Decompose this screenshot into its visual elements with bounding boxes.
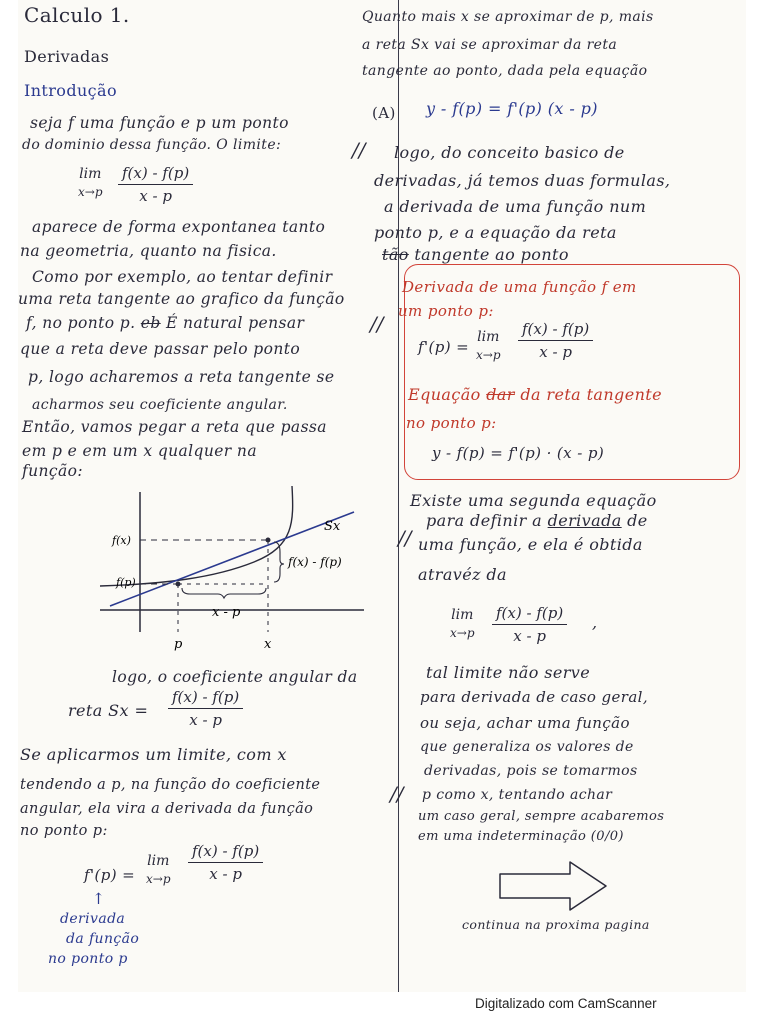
divider-mark: // [370,312,384,336]
struck-text: eb [140,314,161,332]
limit-fraction [118,164,193,205]
horizontal-brace [182,588,266,598]
right-arrow-icon [498,858,610,914]
paragraph-line: na geometria, quanto na fisica. [20,242,277,260]
notebook-page [18,0,746,992]
paragraph-line: a reta Sx vai se aproximar da reta [362,37,618,53]
paragraph-line: f, no ponto p. eb É natural pensar [26,314,305,332]
paragraph-line: derivadas, já temos duas formulas, [374,171,671,190]
secant-slope-label: reta Sx = [68,701,149,720]
box-derivative-fraction: $\frac{f(x) - f(p)}{x - p}$ [518,320,593,361]
intro-line: do dominio dessa função. O limite: [22,137,282,153]
paragraph-line: a derivada de uma função num [384,197,647,216]
paragraph-line: acharmos seu coeficiente angular. [32,397,288,413]
tangent-equation: y - f(p) = f'(p) (x - p) [426,99,598,118]
paragraph-line: tal limite não serve [426,663,591,682]
struck-text: tão [382,245,409,264]
subtitle: Derivadas [24,47,110,66]
paragraph-line: em uma indeterminação (0/0) [418,829,624,844]
paragraph-line: Então, vamos pegar a reta que passa [22,418,327,436]
limit-operator: lim x→p [476,329,501,362]
paragraph-line: angular, ela vira a derivada da função [20,801,314,817]
paragraph-line: tangente ao ponto, dada pela equação [362,63,648,79]
divider-mark: // [390,782,404,806]
box-line: Derivada de uma função f em [402,278,637,296]
box-line: no ponto p: [406,414,497,432]
paragraph-line: em p e em um x qualquer na [22,442,257,460]
underlined-word: derivada [547,511,622,530]
paragraph-line: tão tangente ao ponto [382,245,569,264]
paragraph-line: logo, do conceito basico de [394,143,625,162]
limit-operator: lim x→p [146,853,171,886]
fraction-denominator: x - p [139,187,172,205]
paragraph-line: que a reta deve passar pelo ponto [20,340,301,358]
comma: , [592,613,598,632]
paragraph-line: ponto p, e a equação da reta [374,223,617,242]
paragraph-line: p como x, tentando achar [422,787,613,803]
annotation-line: da função [66,931,140,947]
label-sx: Sx [324,519,341,534]
label-p: p [174,637,183,652]
annotation-line: no ponto p [48,951,128,967]
paragraph-line: no ponto p: [20,823,108,839]
paragraph-line: Se aplicarmos um limite, com x [20,745,287,764]
paragraph-line: para definir a derivada de [426,511,648,530]
equation-label: (A) [372,104,396,122]
limit-subscript: x→p [78,185,103,199]
paragraph-line: derivadas, pois se tomarmos [424,763,638,779]
derivative-lhs: f'(p) = [84,866,136,884]
label-fp: f(p) [116,576,136,589]
box-line: um ponto p: [398,302,494,320]
struck-text: dar [486,385,515,404]
paragraph-line: uma função, e ela é obtida [418,535,643,554]
label-x: x [264,637,272,652]
paragraph-line: que generaliza os valores de [420,739,634,755]
paragraph-line: para derivada de caso geral, [420,688,649,706]
paragraph-line: Como por exemplo, ao tentar definir [32,268,333,286]
secant-line-graph [94,482,384,652]
paragraph-line: tendendo a p, na função do coeficiente [20,777,321,793]
annotation-line: derivada [60,911,126,927]
limit-operator: lim x→p [450,607,475,640]
limit-word: lim [79,166,102,182]
limit-operator [78,163,103,199]
paragraph-line: ou seja, achar uma função [420,714,630,732]
paragraph-line: uma reta tangente ao grafico da função [18,290,345,308]
second-limit-fraction: $\frac{f(x) - f(p)}{x - p}$ [492,604,567,645]
scanner-watermark: Digitalizado com CamScanner [475,996,657,1011]
label-diff-y: f(x) - f(p) [288,555,342,569]
divider-mark: // [352,138,366,162]
derivative-fraction: $\frac{f(x) - f(p)}{x - p}$ [188,842,263,883]
box-derivative-lhs: f'(p) = [418,338,470,356]
fraction-numerator: f(x) - f(p) [118,164,193,185]
paragraph-line: atravéz da [418,565,507,584]
box-line: Equação dar da reta tangente [408,385,662,404]
box-tangent-equation: y - f(p) = f'(p) · (x - p) [432,444,605,462]
vertical-brace [274,542,284,582]
label-fx: f(x) [112,534,131,547]
paragraph-line: um caso geral, sempre acabaremos [418,809,665,824]
point-p [176,582,181,587]
paragraph-line: função: [22,462,83,480]
secant-slope-fraction: $\frac{f(x) - f(p)}{x - p}$ [168,688,243,729]
paragraph-line: Existe uma segunda equação [410,491,657,510]
point-x [266,538,271,543]
intro-line: seja f uma função e p um ponto [30,114,289,132]
continue-note: continua na proxima pagina [462,917,650,932]
label-diff-x: x - p [212,605,241,620]
paragraph-line: aparece de forma expontanea tanto [32,218,326,236]
paragraph-line: Quanto mais x se aproximar de p, mais [362,9,654,25]
page-title: Calculo 1. [24,3,130,27]
section-heading: Introdução [24,81,118,100]
arrow-up-icon: ↑ [92,890,106,908]
paragraph-line: logo, o coeficiente angular da [112,668,358,686]
paragraph-line: p, logo acharemos a reta tangente se [28,368,335,386]
divider-mark: // [398,526,412,550]
